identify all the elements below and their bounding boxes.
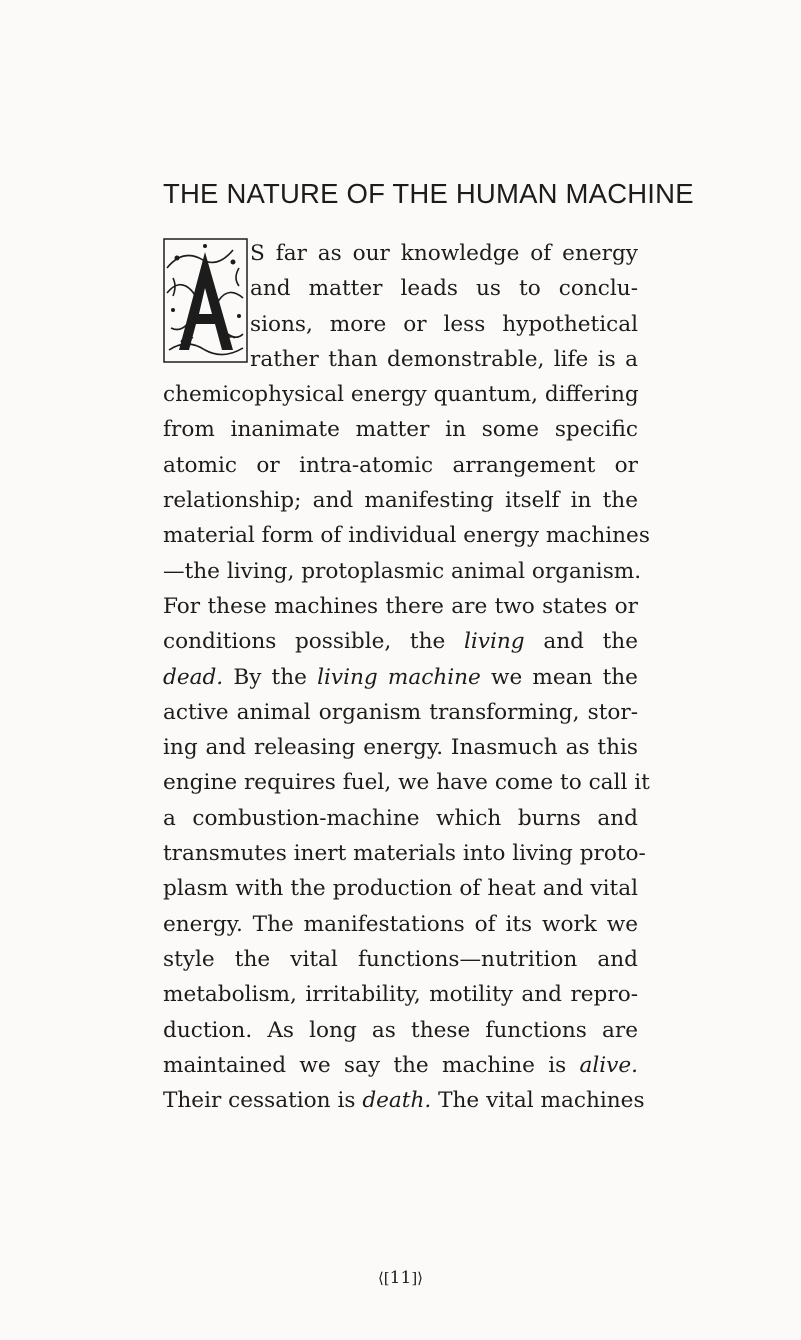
text-segment: maintained we say the machine is: [163, 1052, 567, 1078]
italic-term: living: [463, 629, 525, 655]
text-line: from inanimate matter in some specific: [163, 417, 638, 443]
text-segment: By the: [233, 664, 307, 690]
folio-ornament-left-icon: ⟨[: [377, 1269, 390, 1287]
text-line: atomic or intra-atomic arrangement or: [163, 452, 638, 478]
text-line: transmutes inert materials into living proto-: [163, 841, 646, 867]
text-line: a combustion-machine which burns and: [163, 805, 638, 831]
text-line: sions, more or less hypothetical: [250, 311, 638, 337]
running-header: THE NATURE OF THE HUMAN MACHINE: [163, 178, 694, 209]
text-segment: The vital machines: [438, 1088, 645, 1114]
text-line: chemicophysical energy quantum, differing: [163, 382, 639, 408]
text-line: duction. As long as these functions are: [163, 1017, 638, 1043]
text-line: For these machines there are two states or: [163, 593, 638, 619]
text-line: [163, 1083, 645, 1118]
page-number: [0, 1268, 801, 1288]
italic-term: alive.: [579, 1052, 638, 1078]
italic-term: dead.: [163, 664, 224, 690]
text-segment: conditions possible, the: [163, 629, 446, 655]
italic-term: living machine: [317, 664, 481, 690]
body-text: [163, 236, 650, 1118]
text-line: S far as our knowledge of energy: [250, 241, 638, 266]
text-line: material form of individual energy machines: [163, 523, 650, 549]
text-line: [163, 1048, 638, 1083]
italic-term: death.: [362, 1088, 432, 1114]
text-line: energy. The manifestations of its work we: [163, 911, 638, 937]
text-line: relationship; and manifesting itself in the: [163, 488, 638, 514]
page-number-value: 11: [389, 1268, 412, 1288]
text-line: engine requires fuel, we have come to call it: [163, 770, 650, 796]
text-line: and matter leads us to conclu-: [250, 276, 638, 302]
text-line: ing and releasing energy. Inasmuch as this: [163, 735, 638, 761]
text-segment: and the: [543, 629, 638, 655]
text-line: [163, 624, 638, 659]
text-line: metabolism, irritability, motility and repro-: [163, 982, 638, 1008]
text-line: [163, 660, 638, 695]
text-line: plasm with the production of heat and vital: [163, 876, 638, 902]
text-line: rather than demonstrable, life is a: [250, 346, 638, 372]
folio-ornament-right-icon: ]⟩: [411, 1269, 424, 1287]
text-line: —the living, protoplasmic animal organism.: [163, 558, 642, 584]
text-line: active animal organism transforming, stor-: [163, 699, 638, 725]
text-segment: we mean the: [490, 664, 638, 690]
text-line: style the vital functions—nutrition and: [163, 946, 638, 972]
text-segment: Their cessation is: [163, 1088, 356, 1114]
